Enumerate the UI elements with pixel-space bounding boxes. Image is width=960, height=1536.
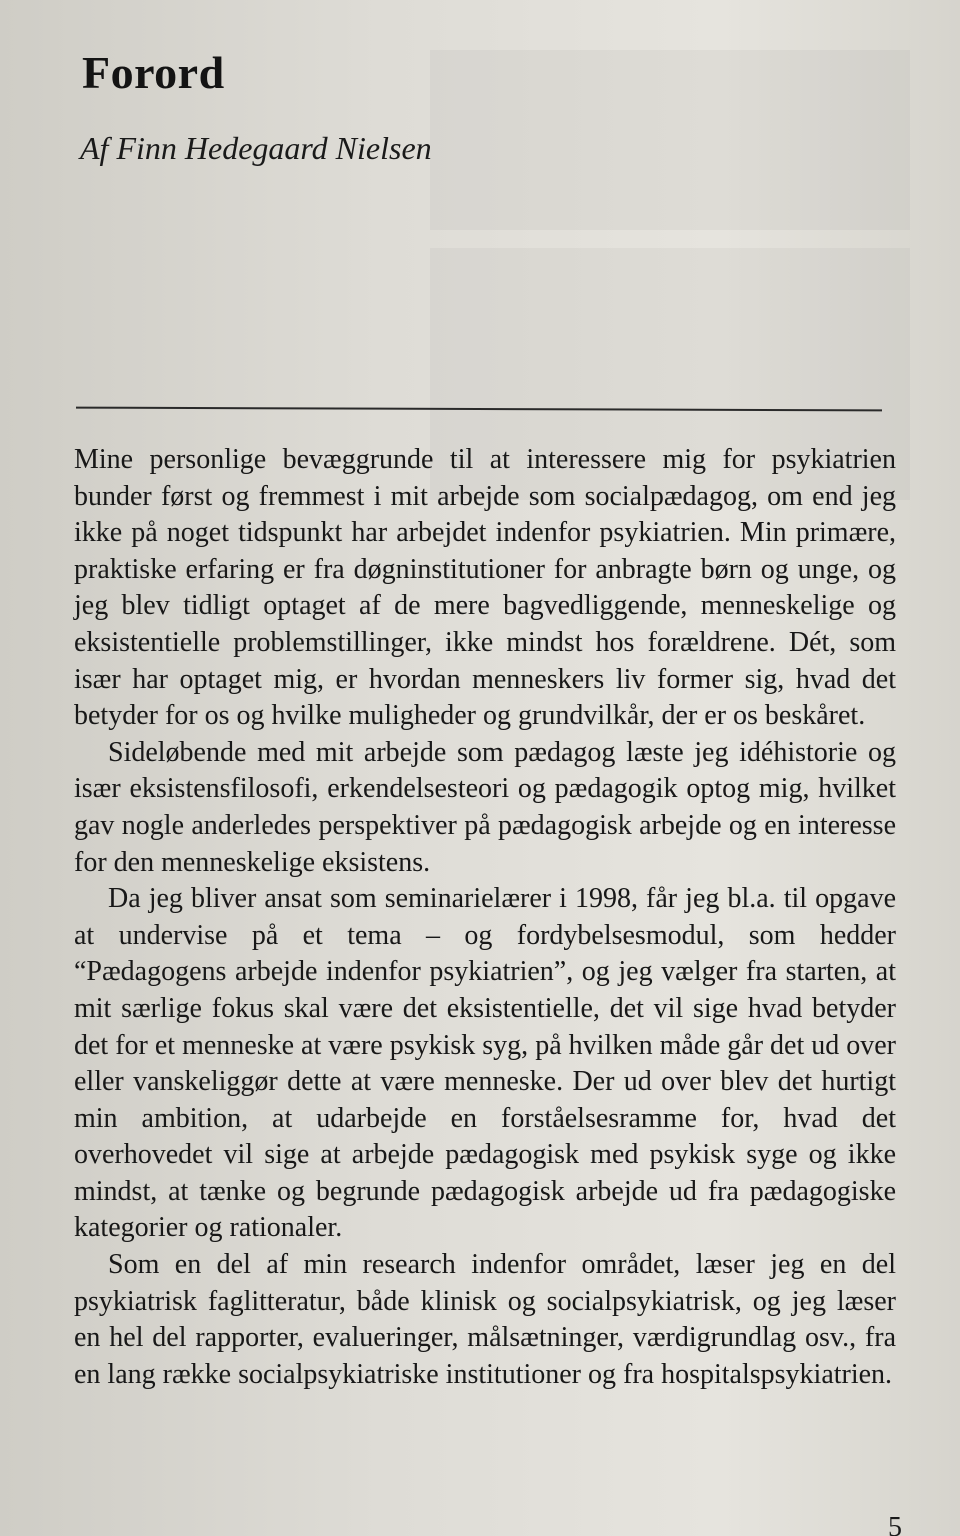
divider-rule (76, 407, 882, 412)
paragraph-1: Mine personlige bevæggrunde til at interessere mig for psykiatrien bunder først og fremmest i mit arbejde som socialpædagog, om end jeg ikke på noget tidspunkt har arbejdet indenfor psykiatrien. Min primære, praktiske erfaring er fra døgninstitutioner for anbragte børn og unge, og jeg blev tidligt optaget af de mere bagvedliggende, menneskelige og eksistentielle problemstillinger, ikke mindst hos forældrene. Dét, som især har optaget mig, er hvordan menneskers liv former sig, hvad det betyder for os og hvilke muligheder og grundvilkår, der er os beskåret. (74, 444, 896, 732)
paragraph-3: Da jeg bliver ansat som seminarielærer i 1998, får jeg bl.a. til opgave at undervise på et tema – og fordybelsesmodul, som hedder “Pædagogens arbejde indenfor psykiatrien”, og jeg vælger fra starten, at mit særlige fokus skal være det eksistentielle, det vil sige hvad betyder det for et menneske at være psykisk syg, på hvilken måde går det ud over eller vanskeliggør dette at være menneske. Der ud over blev det hurtigt min ambition, at udarbejde en forståelsesramme for, hvad det overhovedet vil sige at arbejde pædagogisk med psykisk syge og ikke mindst, at tænke og begrunde pædagogisk arbejde ud fra pædagogiske kategorier og rationaler. (74, 883, 896, 1244)
chapter-title: Forord (82, 47, 225, 98)
body-text (74, 442, 896, 1393)
paragraph-2: Sideløbende med mit arbejde som pædagog læste jeg idéhistorie og især eksistensfilosofi, erkendelsesteori og pædagogik optog mig, hvilket gav nogle anderledes perspektiver på pædagogisk arbejde og en interesse for den menneskelige eksistens. (74, 736, 896, 878)
page-number: 5 (888, 1512, 902, 1536)
show-through-text (430, 50, 910, 500)
author-byline: Af Finn Hedegaard Nielsen (80, 130, 432, 166)
paragraph-4: Som en del af min research indenfor området, læser jeg en del psykiatrisk faglitteratur, både klinisk og socialpsykiatrisk, og jeg læser en hel del rapporter, evalueringer, målsætninger, værdigrundlag osv., fra en lang række socialpsykiatriske institutioner og fra hospitalspsykiatrien. (74, 1249, 896, 1390)
